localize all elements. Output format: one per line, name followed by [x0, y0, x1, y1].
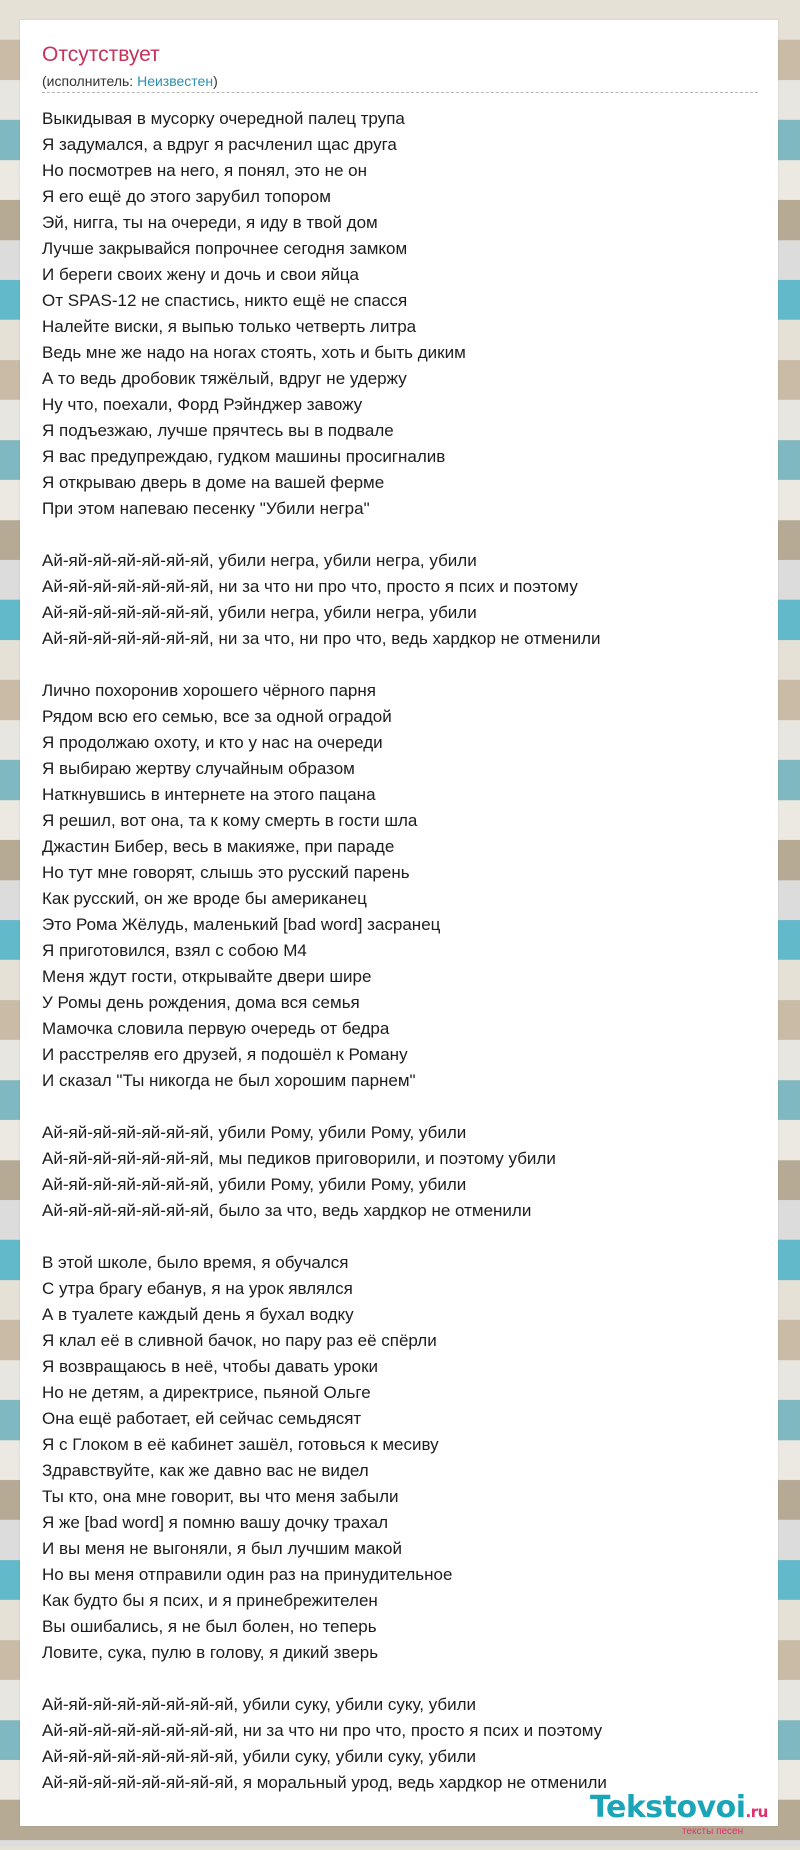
lyrics-stanza — [42, 678, 762, 1094]
lyric-line: Я его ещё до этого зарубил топором — [42, 187, 331, 206]
lyric-line: Это Рома Жёлудь, маленький [bad word] засранец — [42, 915, 441, 934]
lyric-line: Как будто бы я псих, и я принебрежителен — [42, 1591, 378, 1610]
artist-prefix: (исполнитель: — [42, 73, 138, 89]
lyric-line: И береги своих жену и дочь и свои яйца — [42, 265, 360, 284]
lyric-line: Вы ошибались, я не был болен, но теперь — [42, 1617, 377, 1636]
lyric-line: Я подъезжаю, лучше прячтесь вы в подвале — [42, 421, 394, 440]
lyric-line: Ай-яй-яй-яй-яй-яй-яй-яй, я моральный урод, ведь хардкор не отменили — [42, 1773, 607, 1792]
lyric-line: От SPAS-12 не спастись, никто ещё не спасся — [42, 291, 408, 310]
artist-line — [42, 72, 218, 90]
lyric-line: Джастин Бибер, весь в макияже, при параде — [42, 837, 395, 856]
lyric-line: И вы меня не выгоняли, я был лучшим макой — [42, 1539, 402, 1558]
logo-wordmark — [590, 1790, 790, 1830]
logo-tagline: тексты песен — [682, 1826, 744, 1837]
lyric-line: Ай-яй-яй-яй-яй-яй-яй-яй, ни за что ни про что, просто я псих и поэтому — [42, 1721, 603, 1740]
lyric-line: А то ведь дробовик тяжёлый, вдруг не удержу — [42, 369, 407, 388]
lyric-line: С утра брагу ебанув, я на урок являлся — [42, 1279, 353, 1298]
lyrics-stanza — [42, 1692, 762, 1796]
lyric-line: Я с Глоком в её кабинет зашёл, готовься к месиву — [42, 1435, 439, 1454]
lyric-line: Я продолжаю охоту, и кто у нас на очереди — [42, 733, 383, 752]
lyric-line: Ай-яй-яй-яй-яй-яй-яй, мы педиков приговорили, и поэтому убили — [42, 1149, 556, 1168]
lyric-line: Меня ждут гости, открывайте двери шире — [42, 967, 372, 986]
artist-link[interactable]: Неизвестен — [137, 73, 214, 89]
lyrics-stanza — [42, 106, 762, 522]
lyric-line: Я задумался, а вдруг я расчленил щас друга — [42, 135, 397, 154]
lyric-line: Как русский, он же вроде бы американец — [42, 889, 367, 908]
lyric-line: Наткнувшись в интернете на этого пацана — [42, 785, 376, 804]
lyric-line: Ай-яй-яй-яй-яй-яй-яй, убили Рому, убили Рому, убили — [42, 1123, 467, 1142]
artist-suffix: ) — [213, 73, 218, 89]
lyric-line: Ай-яй-яй-яй-яй-яй-яй, убили негра, убили негра, убили — [42, 603, 477, 622]
lyric-line: Я решил, вот она, та к кому смерть в гости шла — [42, 811, 418, 830]
lyric-line: Ай-яй-яй-яй-яй-яй-яй, было за что, ведь хардкор не отменили — [42, 1201, 532, 1220]
lyric-line: Я вас предупреждаю, гудком машины просигналив — [42, 447, 446, 466]
lyrics-stanza — [42, 1120, 762, 1224]
lyric-line: Ты кто, она мне говорит, вы что меня забыли — [42, 1487, 399, 1506]
lyric-line: Я возвращаюсь в неё, чтобы давать уроки — [42, 1357, 379, 1376]
lyric-line: Эй, нигга, ты на очереди, я иду в твой дом — [42, 213, 378, 232]
lyric-line: Я же [bad word] я помню вашу дочку трахал — [42, 1513, 389, 1532]
site-logo[interactable] — [590, 1790, 790, 1850]
lyric-line: Рядом всю его семью, все за одной оградой — [42, 707, 392, 726]
lyric-line: Ловите, сука, пулю в голову, я дикий зверь — [42, 1643, 379, 1662]
lyric-line: Мамочка словила первую очередь от бедра — [42, 1019, 390, 1038]
logo-name: Tekstovoi — [590, 1790, 746, 1825]
lyric-line: Но посмотрев на него, я понял, это не он — [42, 161, 368, 180]
lyric-line: Она ещё работает, ей сейчас семьдясят — [42, 1409, 362, 1428]
lyrics-stanza — [42, 548, 762, 652]
lyric-line: Ай-яй-яй-яй-яй-яй-яй-яй, убили суку, убили суку, убили — [42, 1747, 477, 1766]
lyric-line: И сказал "Ты никогда не был хорошим парнем" — [42, 1071, 416, 1090]
lyric-line: А в туалете каждый день я бухал водку — [42, 1305, 354, 1324]
lyric-line: Ай-яй-яй-яй-яй-яй-яй-яй, убили суку, убили суку, убили — [42, 1695, 477, 1714]
lyric-line: У Ромы день рождения, дома вся семья — [42, 993, 360, 1012]
lyric-line: Ай-яй-яй-яй-яй-яй-яй, убили Рому, убили Рому, убили — [42, 1175, 467, 1194]
lyrics-body — [42, 106, 762, 1822]
lyric-line: В этой школе, было время, я обучался — [42, 1253, 349, 1272]
lyric-line: Ай-яй-яй-яй-яй-яй-яй, убили негра, убили негра, убили — [42, 551, 477, 570]
lyric-line: Лучше закрывайся попрочнее сегодня замком — [42, 239, 408, 258]
lyric-line: Лично похоронив хорошего чёрного парня — [42, 681, 376, 700]
lyric-line: Здравствуйте, как же давно вас не видел — [42, 1461, 369, 1480]
lyric-line: Я выбираю жертву случайным образом — [42, 759, 355, 778]
lyric-line: Но вы меня отправили один раз на принудительное — [42, 1565, 453, 1584]
lyric-line: Выкидывая в мусорку очередной палец трупа — [42, 109, 405, 128]
lyric-line: Но не детям, а директрисе, пьяной Ольге — [42, 1383, 371, 1402]
lyric-line: Я клал её в сливной бачок, но пару раз её спёрли — [42, 1331, 437, 1350]
lyric-line: Я открываю дверь в доме на вашей ферме — [42, 473, 385, 492]
lyric-line: И расстреляв его друзей, я подошёл к Роману — [42, 1045, 408, 1064]
lyrics-card — [20, 20, 778, 1837]
title-divider — [42, 92, 758, 93]
lyric-line: Ай-яй-яй-яй-яй-яй-яй, ни за что, ни про что, ведь хардкор не отменили — [42, 629, 601, 648]
lyric-line: Но тут мне говорят, слышь это русский парень — [42, 863, 410, 882]
song-title: Отсутствует — [42, 43, 160, 66]
lyrics-stanza — [42, 1250, 762, 1666]
lyric-line: Ведь мне же надо на ногах стоять, хоть и быть диким — [42, 343, 466, 362]
lyric-line: Ай-яй-яй-яй-яй-яй-яй, ни за что ни про что, просто я псих и поэтому — [42, 577, 578, 596]
lyric-line: При этом напеваю песенку "Убили негра" — [42, 499, 370, 518]
lyric-line: Налейте виски, я выпью только четверть литра — [42, 317, 417, 336]
logo-domain: .ru — [745, 1803, 768, 1821]
lyric-line: Я приготовился, взял с собою М4 — [42, 941, 307, 960]
lyric-line: Ну что, поехали, Форд Рэйнджер завожу — [42, 395, 363, 414]
